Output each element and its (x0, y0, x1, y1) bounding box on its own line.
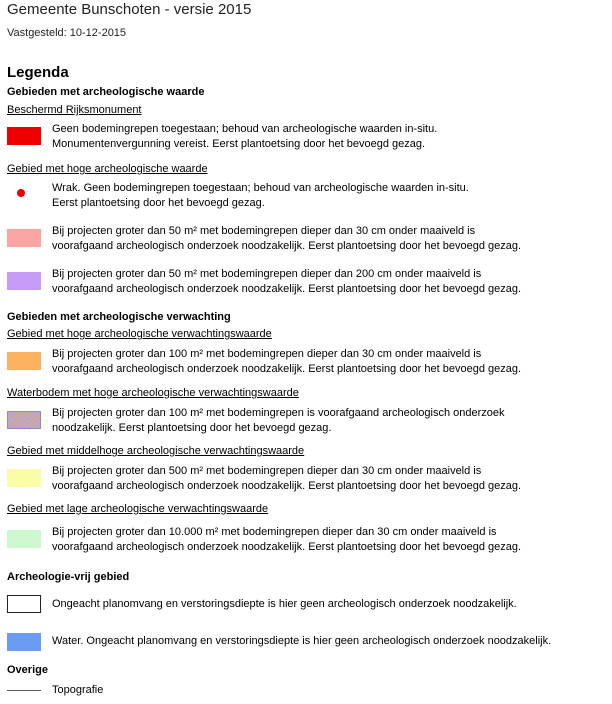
legend-swatch-hoge-verwachting (7, 352, 41, 370)
legend-text-middelhoge-verwachting: Bij projecten groter dan 500 m² met bodemingrepen dieper dan 30 cm onder maaiveld is voorafgaand archeologisch onderzoek noodzakelijk. Eerst plantoetsing door het bevoegd gezag. (52, 465, 522, 492)
legend-text-wrak: Wrak. Geen bodemingrepen toegestaan; behoud van archeologische waarden in-situ. Eerst plantoetsing door het bevoegd gezag. (52, 182, 469, 209)
section-heading-waarde: Gebieden met archeologische waarde (7, 86, 205, 98)
subheading-waterbodem: Waterbodem met hoge archeologische verwachtingswaarde (7, 387, 299, 399)
subheading-rijksmonument: Beschermd Rijksmonument (7, 104, 142, 116)
legend-text-vrij: Ongeacht planomvang en verstoringsdiepte is hier geen archeologisch onderzoek noodzakelijk. (52, 598, 517, 610)
adoption-date: Vastgesteld: 10-12-2015 (7, 27, 127, 39)
legend-heading: Legenda (7, 64, 69, 81)
subheading-middelhoge-verwachting: Gebied met middelhoge archeologische verwachtingswaarde (7, 445, 305, 457)
section-heading-vrij: Archeologie-vrij gebied (7, 571, 130, 583)
legend-line-topografie (7, 690, 41, 691)
section-heading-overige: Overige (7, 664, 48, 676)
legend-text-hoge-waarde-200cm: Bij projecten groter dan 50 m² met bodemingrepen dieper dan 200 cm onder maaiveld is voorafgaand archeologisch onderzoek noodzakelijk. Eerst plantoetsing door het bevoegd gezag. (52, 268, 522, 295)
legend-text-hoge-verwachting: Bij projecten groter dan 100 m² met bodemingrepen dieper dan 30 cm onder maaiveld is voorafgaand archeologisch onderzoek noodzakelijk. Eerst plantoetsing door het bevoegd gezag. (52, 348, 522, 375)
subheading-lage-verwachting: Gebied met lage archeologische verwachtingswaarde (7, 503, 269, 515)
legend-swatch-middelhoge-verwachting (7, 469, 41, 487)
subheading-hoge-waarde: Gebied met hoge archeologische waarde (7, 163, 208, 175)
legend-text-hoge-waarde-50m: Bij projecten groter dan 50 m² met bodemingrepen dieper dan 30 cm onder maaiveld is voorafgaand archeologisch onderzoek noodzakelijk. Eerst plantoetsing door het bevoegd gezag. (52, 225, 522, 252)
legend-text-topografie: Topografie (52, 684, 104, 696)
subheading-hoge-verwachting: Gebied met hoge archeologische verwachtingswaarde (7, 328, 272, 340)
section-heading-verwachting: Gebieden met archeologische verwachting (7, 311, 231, 323)
legend-swatch-hoge-waarde-200cm (7, 272, 41, 290)
legend-swatch-lage-verwachting (7, 530, 41, 548)
legend-text-water: Water. Ongeacht planomvang en verstoringsdiepte is hier geen archeologisch onderzoek noodzakelijk. (52, 635, 552, 647)
document-title: Gemeente Bunschoten - versie 2015 (7, 1, 252, 18)
legend-swatch-rijksmonument (7, 127, 41, 145)
legend-swatch-hoge-waarde-50m (7, 229, 41, 247)
legend-text-lage-verwachting: Bij projecten groter dan 10.000 m² met bodemingrepen dieper dan 30 cm onder maaiveld is voorafgaand archeologisch onderzoek noodzakelijk. Eerst plantoetsing door het bevoegd gezag. (52, 526, 522, 553)
legend-symbol-wrak (17, 189, 25, 197)
legend-swatch-water (7, 633, 41, 651)
legend-swatch-waterbodem (7, 411, 41, 429)
legend-swatch-vrij (7, 595, 41, 613)
legend-text-waterbodem: Bij projecten groter dan 100 m² met bodemingrepen is voorafgaand archeologisch onderzoek noodzakelijk. Eerst plantoetsing door het bevoegd gezag. (52, 407, 505, 434)
legend-text-rijksmonument: Geen bodemingrepen toegestaan; behoud van archeologische waarden in-situ. Monumentenvergunning vereist. Eerst plantoetsing door het bevoegd gezag. (52, 123, 438, 150)
